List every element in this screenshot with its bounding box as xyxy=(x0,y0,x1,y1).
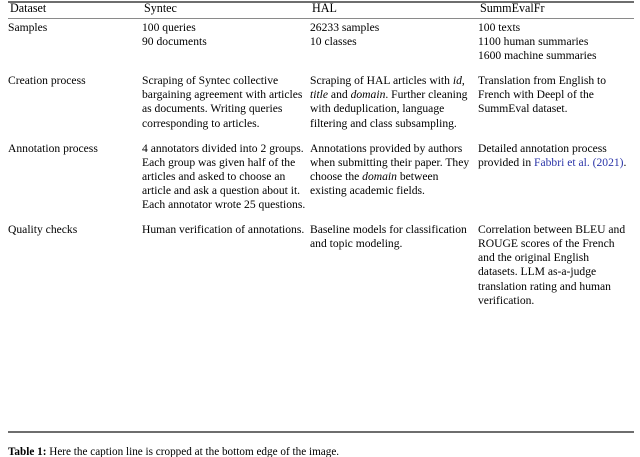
cell-text-segment: , xyxy=(461,74,465,88)
table-header-row xyxy=(8,0,636,18)
column-header-syntec-label: Syntec xyxy=(144,1,177,15)
cell-creation-syntec: Scraping of Syntec collective bargaining agreement with articles as documents. Writing queries corresponding to articles. xyxy=(142,74,303,130)
cell-line: 100 queries xyxy=(142,21,196,34)
row-spacer xyxy=(8,131,636,142)
cell-line: 100 texts xyxy=(478,21,521,34)
column-header-hal-label: HAL xyxy=(312,1,337,15)
dataset-comparison-table xyxy=(8,0,636,308)
cell-samples-syntec xyxy=(142,18,310,63)
cell-italic-term-title: title xyxy=(310,88,329,102)
column-header-summevalfr-label: SummEvalFr xyxy=(480,1,545,15)
row-label-samples: Samples xyxy=(8,21,48,34)
cell-samples-hal xyxy=(310,18,478,63)
cell-text-segment: . xyxy=(623,155,627,169)
cell-line: 10 classes xyxy=(310,35,357,49)
cell-text-segment: Detailed annotation process provided in xyxy=(478,141,607,169)
table-caption-text: Here the caption line is cropped at the bottom edge of the image. xyxy=(46,446,340,457)
cell-annotation-summevalfr xyxy=(478,142,636,212)
cell-italic-term-id: id xyxy=(452,74,462,88)
cell-creation-hal xyxy=(310,74,478,130)
cell-creation-summevalfr: Translation from English to French with Deepl of the SummEval dataset. xyxy=(478,74,607,116)
cell-line: 90 documents xyxy=(142,35,207,49)
table-row-samples xyxy=(8,18,636,63)
cell-line: 1600 machine summaries xyxy=(478,49,597,63)
column-header-dataset xyxy=(8,0,142,18)
table-row-quality-checks xyxy=(8,223,636,308)
row-spacer xyxy=(8,212,636,223)
table-row-annotation-process xyxy=(8,142,636,212)
column-header-syntec xyxy=(142,0,310,18)
cell-quality-syntec: Human verification of annotations. xyxy=(142,223,305,237)
cell-text-segment: Scraping of HAL articles with xyxy=(310,74,453,88)
row-label-annotation-process: Annotation process xyxy=(8,141,98,155)
cell-text-segment: . Further cleaning with deduplication, language filtering and class subsampling. xyxy=(310,88,468,130)
citation-link-fabbri[interactable]: Fabbri et al. (2021) xyxy=(534,155,624,169)
cell-quality-hal: Baseline models for classification and topic modeling. xyxy=(310,223,467,251)
cell-annotation-hal xyxy=(310,142,478,212)
table-bottom-rule xyxy=(8,431,634,433)
cell-italic-term-domain: domain xyxy=(362,169,397,183)
column-header-summevalfr xyxy=(478,0,636,18)
column-header-hal xyxy=(310,0,478,18)
column-header-dataset-label: Dataset xyxy=(10,1,47,15)
cell-line: 26233 samples xyxy=(310,21,380,34)
cell-italic-term-domain: domain xyxy=(350,88,386,102)
table-caption xyxy=(8,446,636,457)
row-label-creation-process: Creation process xyxy=(8,74,86,88)
cell-text-segment: and xyxy=(328,88,351,102)
cell-samples-summevalfr xyxy=(478,18,636,63)
cell-line: 1100 human summaries xyxy=(478,35,589,49)
cell-quality-summevalfr: Correlation between BLEU and ROUGE scores of the French and the original English datasets. LLM as-a-judge translation rating and human verification. xyxy=(478,223,626,307)
table-caption-prefix: Table 1: xyxy=(8,446,47,457)
row-spacer xyxy=(8,63,636,74)
cell-annotation-syntec: 4 annotators divided into 2 groups. Each group was given half of the articles and asked to choose an article and ask a question about it. Each annotator wrote 25 questions. xyxy=(142,141,306,212)
table-row-creation-process xyxy=(8,74,636,130)
row-label-quality-checks: Quality checks xyxy=(8,223,78,237)
cell-text-segment: between existing academic fields. xyxy=(310,169,439,197)
cell-text-segment: Annotations provided by authors when submitting their paper. They choose the xyxy=(310,141,470,183)
